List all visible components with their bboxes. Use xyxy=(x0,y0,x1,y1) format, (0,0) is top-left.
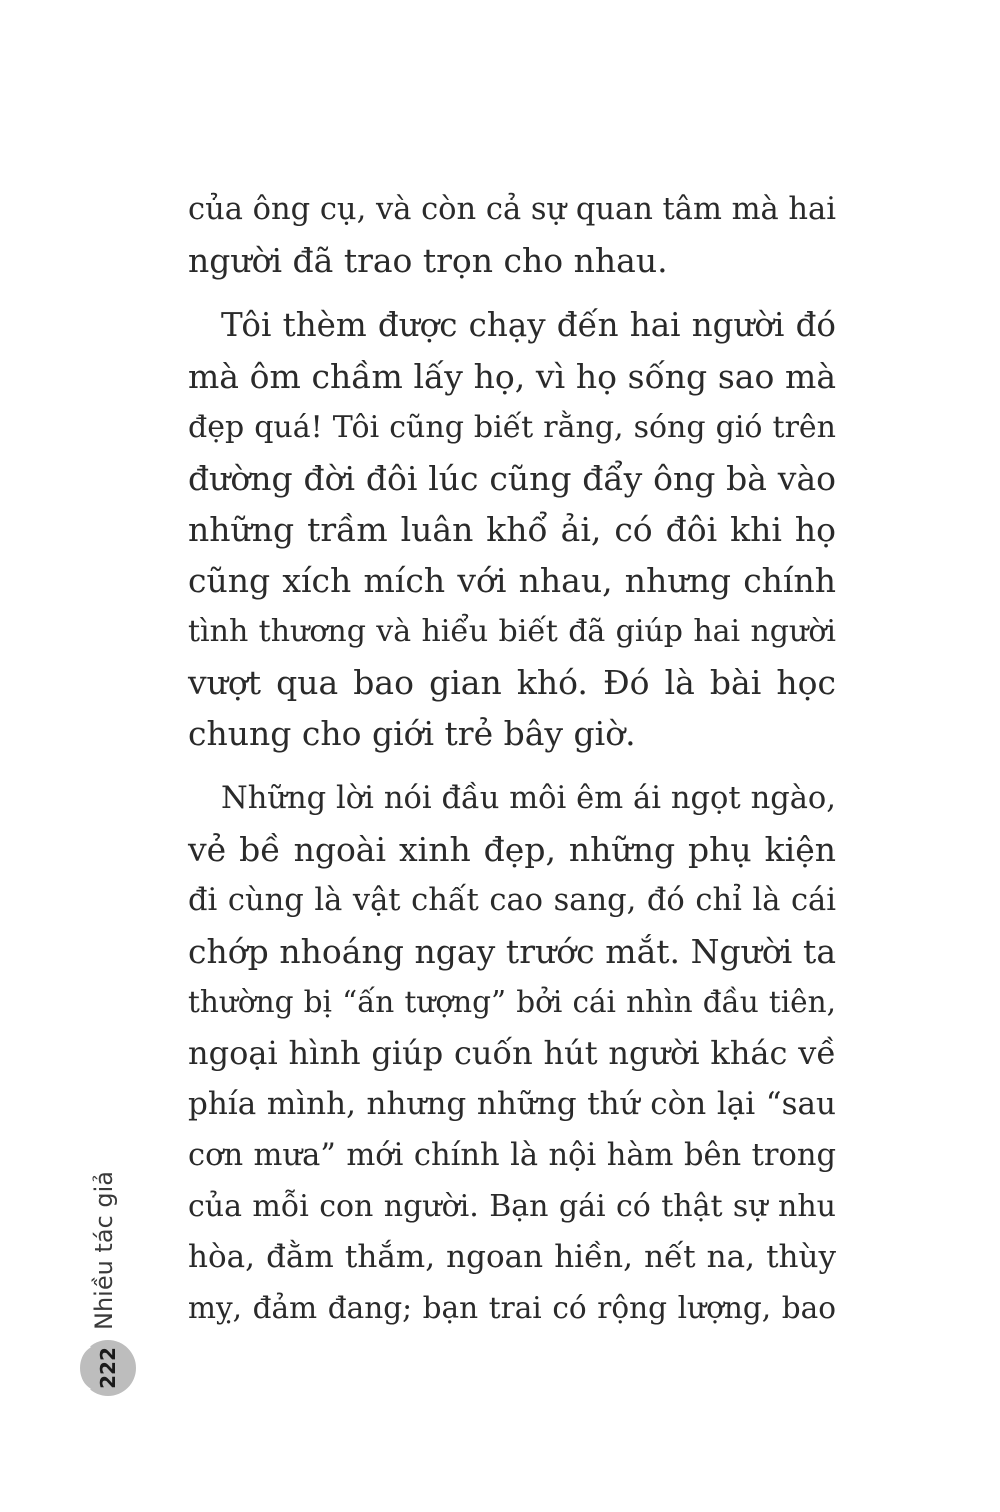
text-line: Tôi thèm được chạy đến hai người đó xyxy=(221,306,836,344)
text-line: hòa, đằm thắm, ngoan hiền, nết na, thùy xyxy=(188,1239,836,1275)
text-line: của mỗi con người. Bạn gái có thật sự nhu xyxy=(188,1189,836,1224)
text-line: thường bị “ấn tượng” bởi cái nhìn đầu tiên, xyxy=(188,985,836,1019)
paragraph-gap xyxy=(188,759,836,773)
book-author-label: Nhiều tác giả xyxy=(90,1171,118,1330)
text-line: đường đời đôi lúc cũng đẩy ông bà vào xyxy=(188,459,836,498)
page-number-badge xyxy=(80,1340,136,1396)
text-line: ngoại hình giúp cuốn hút người khác về xyxy=(188,1034,836,1072)
text-line: người đã trao trọn cho nhau. xyxy=(188,241,668,280)
text-line: cũng xích mích với nhau, nhưng chính xyxy=(188,561,836,600)
text-line: những trầm luân khổ ải, có đôi khi họ xyxy=(188,510,836,549)
page-number: 222 xyxy=(96,1347,120,1389)
text-line: chớp nhoáng ngay trước mắt. Người ta xyxy=(188,932,836,971)
text-line: tình thương và hiểu biết đã giúp hai người xyxy=(188,614,836,649)
running-title xyxy=(84,1150,124,1330)
body-text xyxy=(188,184,836,1334)
paragraph-gap xyxy=(188,286,836,300)
text-line: chung cho giới trẻ bây giờ. xyxy=(188,714,636,753)
text-line: đẹp quá! Tôi cũng biết rằng, sóng gió trên xyxy=(188,410,836,445)
text-line: Những lời nói đầu môi êm ái ngọt ngào, xyxy=(221,781,836,816)
text-line: mỵ, đảm đang; bạn trai có rộng lượng, bao xyxy=(188,1291,836,1325)
text-line: mà ôm chầm lấy họ, vì họ sống sao mà xyxy=(188,357,836,396)
text-line: đi cùng là vật chất cao sang, đó chỉ là cái xyxy=(188,883,836,918)
text-line: vượt qua bao gian khó. Đó là bài học xyxy=(188,663,836,702)
text-line: vẻ bề ngoài xinh đẹp, những phụ kiện xyxy=(188,830,836,869)
text-line: phía mình, nhưng những thứ còn lại “sau xyxy=(188,1086,836,1122)
text-line: của ông cụ, và còn cả sự quan tâm mà hai xyxy=(188,192,836,227)
text-line: cơn mưa” mới chính là nội hàm bên trong xyxy=(188,1138,836,1173)
